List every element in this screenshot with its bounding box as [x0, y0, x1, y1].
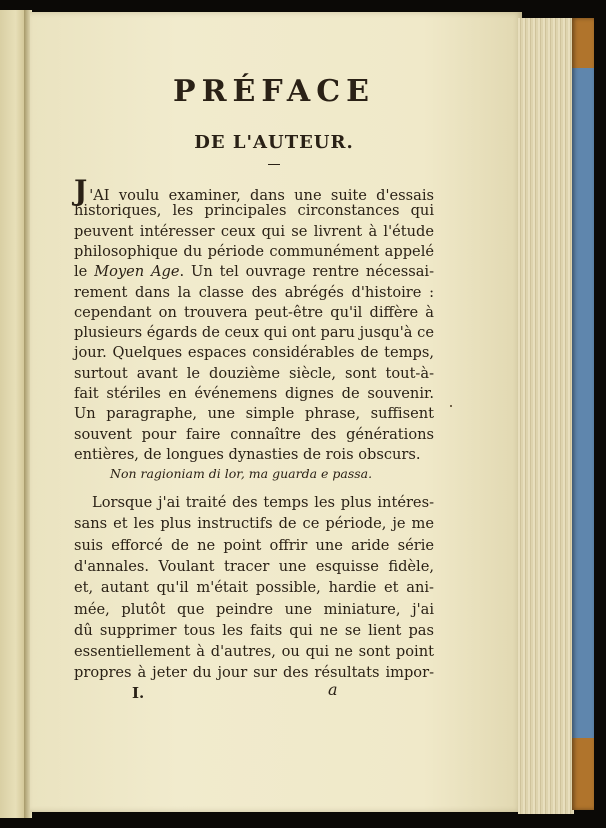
text-line: mée, plutôt que peindre une miniature, j'ai [74, 600, 434, 618]
text-line: Lorsque j'ai traité des temps les plus intéres- [92, 494, 434, 511]
text-line [74, 174, 434, 207]
text-fragment: voulu examiner, dans une suite d'essais [109, 187, 434, 204]
text-line: philosophique du période communément appelé [74, 242, 434, 260]
text-line: jour. Quelques espaces considérables de temps, [74, 344, 434, 362]
title-rule [268, 164, 280, 165]
ink-speck [450, 405, 452, 407]
text-line: entières, de longues dynasties de rois obscurs. [74, 445, 421, 463]
text-line: propres à jeter du jour sur des résultats impor- [74, 664, 434, 682]
marbled-cover-edge [572, 18, 594, 810]
signature-letter: a [328, 680, 338, 699]
page-subtitle: DE L'AUTEUR. [194, 132, 354, 153]
text-line: essentiellement à d'autres, ou qui ne sont point [74, 643, 434, 661]
text-line: surtout avant le douzième siècle, sont tout-à- [74, 364, 434, 382]
drop-cap: J [74, 174, 88, 207]
text-line: historiques, les principales circonstances qui [74, 202, 434, 220]
text-line: Un paragraphe, une simple phrase, suffisent [74, 405, 434, 423]
text-line: dû supprimer tous les faits qui ne se lient pas [74, 621, 434, 639]
page-block-edge [518, 18, 574, 814]
signature-mark: I. [132, 684, 145, 702]
text-line: plusieurs égards de ceux qui ont paru jusqu'à ce [74, 324, 434, 342]
text-line: peuvent intéresser ceux qui se livrent à l'étude [74, 222, 434, 240]
epigraph-quote: Non ragioniam di lor, ma guarda e passa. [110, 466, 373, 481]
text-fragment: . Un tel ouvrage rentre nécessai- [179, 263, 434, 281]
text-line: d'annales. Voulant tracer une esquisse fidèle, [74, 557, 434, 575]
text-line: fait stériles en événemens dignes de souvenir. [74, 385, 434, 402]
text-line: souvent pour faire connaître des générations [74, 425, 434, 443]
text-line [74, 263, 434, 285]
italic-term: Moyen Age [94, 263, 180, 281]
text-line: et, autant qu'il m'était possible, hardie et ani- [74, 579, 434, 597]
left-page-edge [0, 10, 26, 818]
text-line: sans et les plus instructifs de ce période, je me [74, 515, 434, 533]
text-line: cependant on trouvera peut-être qu'il diffère à [74, 303, 434, 321]
text-line: suis efforcé de ne point offrir une aride série [74, 536, 434, 554]
text-line: rement dans la classe des abrégés d'histoire : [74, 283, 434, 301]
opening-small-caps: 'AI [89, 187, 110, 204]
text-fragment: le [74, 263, 95, 281]
page-text-area [40, 12, 508, 812]
page-title: PRÉFACE [173, 74, 375, 109]
